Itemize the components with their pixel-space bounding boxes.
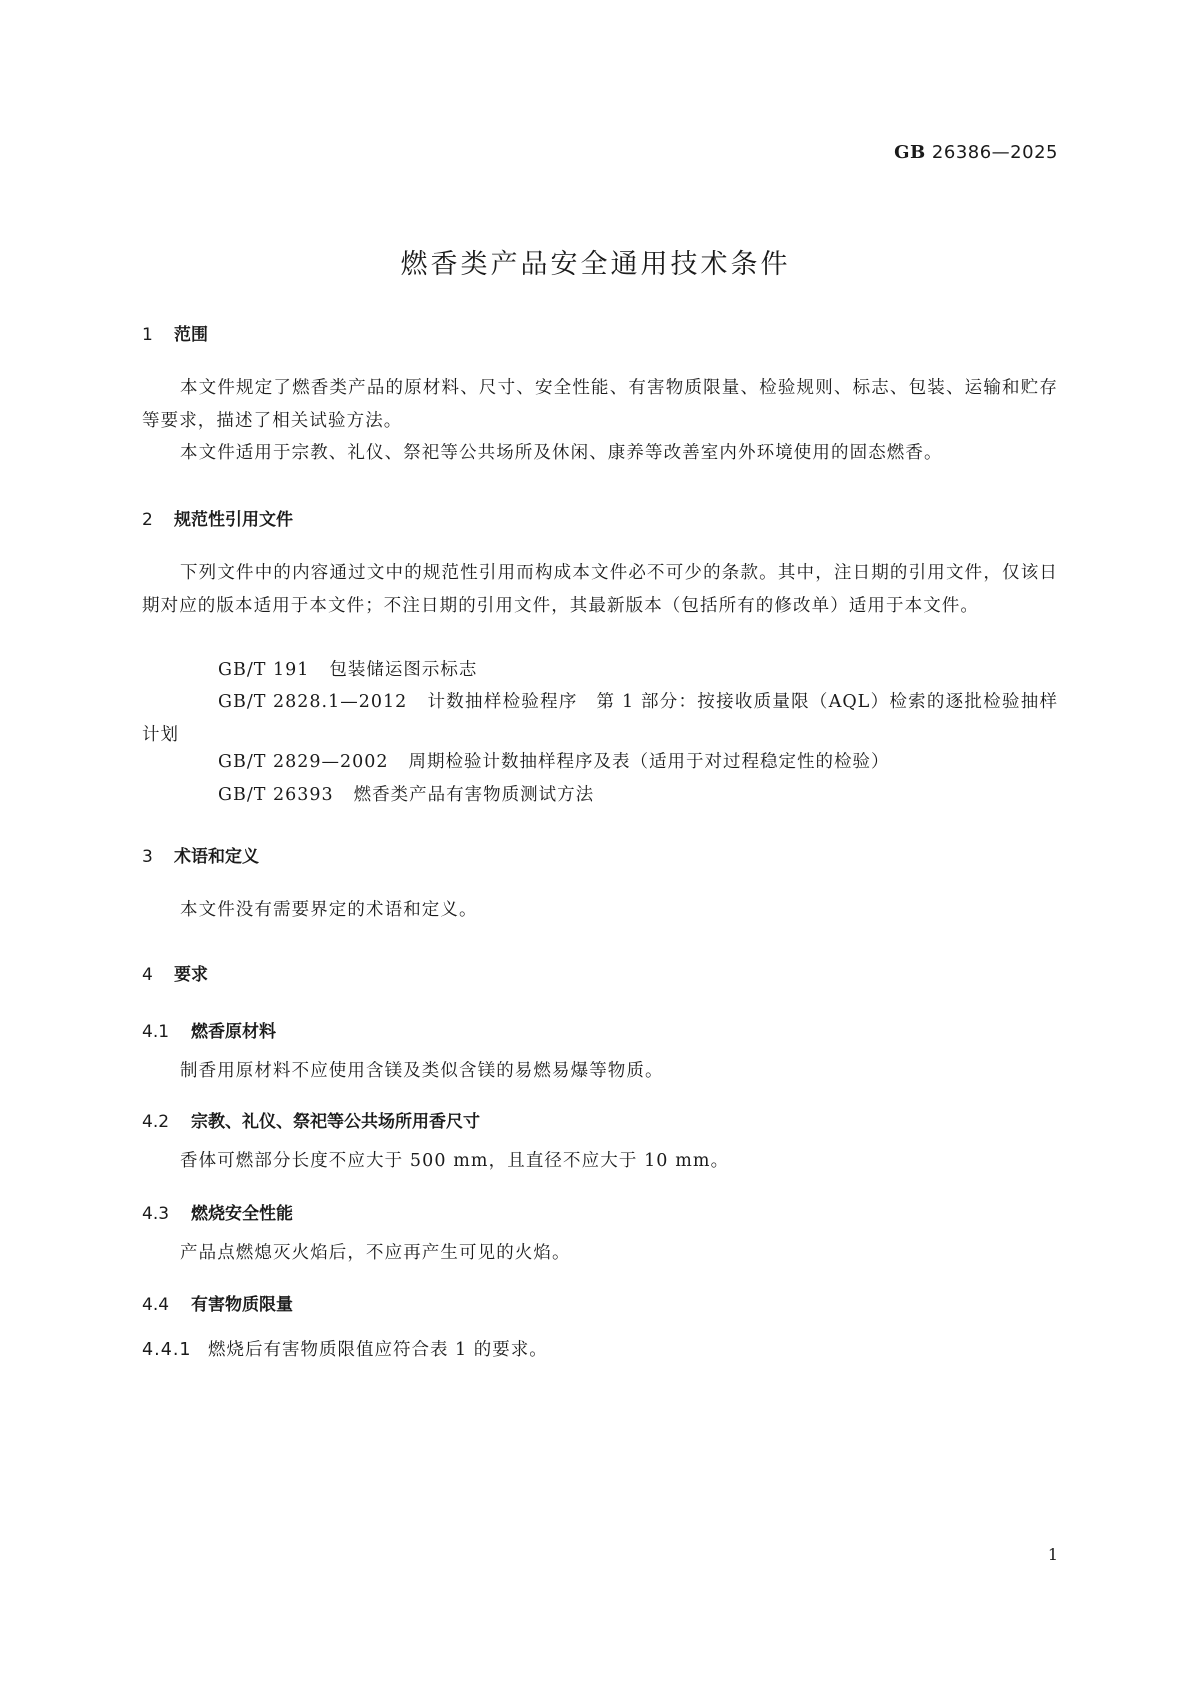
paragraph: 香体可燃部分长度不应大于 500 mm，且直径不应大于 10 mm。 <box>180 1151 730 1171</box>
section-3-heading <box>142 842 259 867</box>
subsection-4-4-heading <box>142 1290 293 1315</box>
section-2-heading <box>142 505 293 530</box>
subsection-title: 燃香原材料 <box>191 1022 276 1042</box>
standard-code-prefix: GB <box>894 142 926 163</box>
subsection-title: 有害物质限量 <box>191 1295 293 1315</box>
section-1-heading <box>142 320 208 345</box>
section-title: 规范性引用文件 <box>174 510 293 530</box>
subsection-number: 4.2 <box>142 1112 170 1132</box>
subsection-number: 4.3 <box>142 1204 170 1224</box>
section-number: 1 <box>142 325 153 345</box>
subsection-title: 宗教、礼仪、祭祀等公共场所用香尺寸 <box>191 1112 480 1132</box>
subsection-4-2-heading <box>142 1107 480 1132</box>
subsection-4-3-heading <box>142 1199 293 1224</box>
reference-title: 计数抽样检验程序 第 1 部分：按接收质量限（AQL）检索的逐批检验抽样计划 <box>142 692 1058 745</box>
subsection-4-1-heading <box>142 1017 276 1042</box>
reference-title: 燃香类产品有害物质测试方法 <box>353 785 595 805</box>
paragraph: 产品点燃熄灭火焰后，不应再产生可见的火焰。 <box>180 1243 571 1263</box>
reference-code: GB/T 2828.1—2012 <box>218 692 408 712</box>
paragraph: 本文件规定了燃香类产品的原材料、尺寸、安全性能、有害物质限量、检验规则、标志、包装、运输和贮存等要求，描述了相关试验方法。 <box>142 378 1058 431</box>
standard-code-number: 26386—2025 <box>931 142 1058 163</box>
subsection-title: 燃烧安全性能 <box>191 1204 293 1224</box>
reference-item <box>142 746 1058 779</box>
reference-title: 包装储运图示标志 <box>329 660 478 680</box>
subsection-number: 4.1 <box>142 1022 170 1042</box>
section-title: 范围 <box>174 325 208 345</box>
paragraph: 本文件没有需要界定的术语和定义。 <box>180 900 478 920</box>
section-number: 3 <box>142 847 153 867</box>
reference-code: GB/T 26393 <box>218 785 334 805</box>
clause-text: 燃烧后有害物质限值应符合表 1 的要求。 <box>208 1340 548 1360</box>
document-title: 燃香类产品安全通用技术条件 <box>400 249 791 280</box>
clause-number: 4.4.1 <box>142 1340 192 1360</box>
section-number: 2 <box>142 510 153 530</box>
section-4-heading <box>142 960 208 985</box>
page-number: 1 <box>1047 1545 1058 1564</box>
subsection-number: 4.4 <box>142 1295 170 1315</box>
clause-4-4-1 <box>142 1336 548 1361</box>
section-number: 4 <box>142 965 153 985</box>
paragraph: 下列文件中的内容通过文中的规范性引用而构成本文件必不可少的条款。其中，注日期的引用文件，仅该日期对应的版本适用于本文件；不注日期的引用文件，其最新版本（包括所有的修改单）适用于本文件。 <box>142 563 1058 616</box>
reference-code: GB/T 191 <box>218 660 310 680</box>
reference-item <box>142 654 1058 687</box>
section-title: 要求 <box>174 965 208 985</box>
paragraph: 本文件适用于宗教、礼仪、祭祀等公共场所及休闲、康养等改善室内外环境使用的固态燃香。 <box>180 443 943 463</box>
section-title: 术语和定义 <box>174 847 259 867</box>
reference-title: 周期检验计数抽样程序及表（适用于对过程稳定性的检验） <box>408 752 890 772</box>
reference-code: GB/T 2829—2002 <box>218 752 389 772</box>
standard-code <box>894 142 1058 163</box>
reference-item <box>142 779 1058 812</box>
paragraph: 制香用原材料不应使用含镁及类似含镁的易燃易爆等物质。 <box>180 1061 664 1081</box>
reference-item <box>142 686 1058 751</box>
